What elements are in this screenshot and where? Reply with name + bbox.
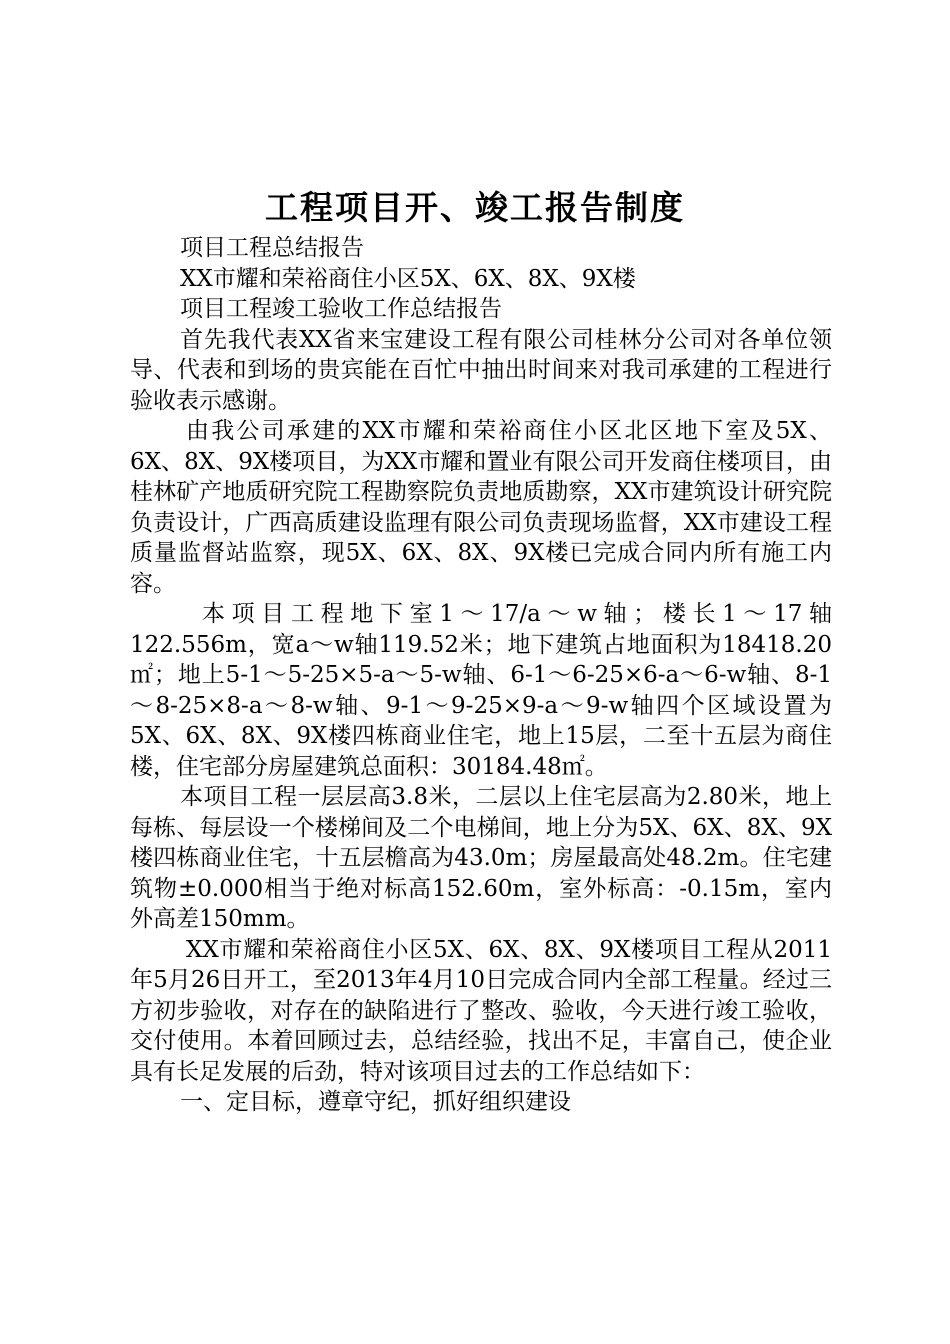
paragraph-project-name: XX市耀和荣裕商住小区5X、6X、8X、9X楼 bbox=[180, 265, 636, 292]
paragraph-building-heights: 本项目工程一层层高3.8米，二层以上住宅层高为2.80米，地上每栋、每层设一个楼梯间及二个电梯间，地上分为5X、6X、8X、9X楼四栋商业住宅，十五层檐高为43.0m；房屋最高处48.2m。住宅建筑物±0.000相当于绝对标高152.60m，室外标高：-0.15m，室内外高差150mm。 bbox=[130, 784, 832, 932]
paragraph-report-name: 项目工程竣工验收工作总结报告 bbox=[180, 296, 502, 322]
paragraph-schedule: XX市耀和荣裕商住小区5X、6X、8X、9X楼项目工程从2011年5月26日开工，至2013年4月10日完成合同内全部工程量。经过三方初步验收，对存在的缺陷进行了整改、验收，今天进行竣工验收，交付使用。本着回顾过去，总结经验，找出不足，丰富自己，使企业具有长足发展的后劲，特对该项目过去的工作总结如下： bbox=[130, 936, 832, 1085]
paragraph-project-intro: 由我公司承建的XX市耀和荣裕商住小区北区地下室及5X、6X、8X、9X楼项目，为XX市耀和置业有限公司开发商住楼项目，由桂林矿产地质研究院工程勘察院负责地质勘察，XX市建筑设计研究院负责设计，广西高质建设监理有限公司负责现场监督，XX市建设工程质量监督站监察，现5X、6X、8X、9X楼已完成合同内所有施工内容。 bbox=[130, 418, 832, 597]
paragraph-thanks: 首先我代表XX省来宝建设工程有限公司桂林分公司对各单位领导、代表和到场的贵宾能在百忙中抽出时间来对我司承建的工程进行验收表示感谢。 bbox=[130, 326, 832, 414]
section-heading-1: 一、定目标，遵章守纪，抓好组织建设 bbox=[180, 1089, 571, 1115]
document-title: 工程项目开、竣工报告制度 bbox=[265, 188, 685, 227]
paragraph-subtitle-summary: 项目工程总结报告 bbox=[180, 235, 364, 261]
document-body bbox=[130, 233, 832, 1118]
paragraph-project-scale: 本项目工程地下室1～17/a～w轴；楼长1～17轴122.556m，宽a～w轴119.52米；地下建筑占地面积为18418.20㎡；地上5-1～5-25×5-a～5-w轴、6-1～6-25×6-a～6-w轴、8-1～8-25×8-a～8-w轴、9-1～9-25×9-a～9-w轴四个区域设置为5X、6X、8X、9X楼四栋商业住宅，地上15层，二至十五层为商住楼，住宅部分房屋建筑总面积：30184.48㎡。 bbox=[130, 601, 832, 780]
